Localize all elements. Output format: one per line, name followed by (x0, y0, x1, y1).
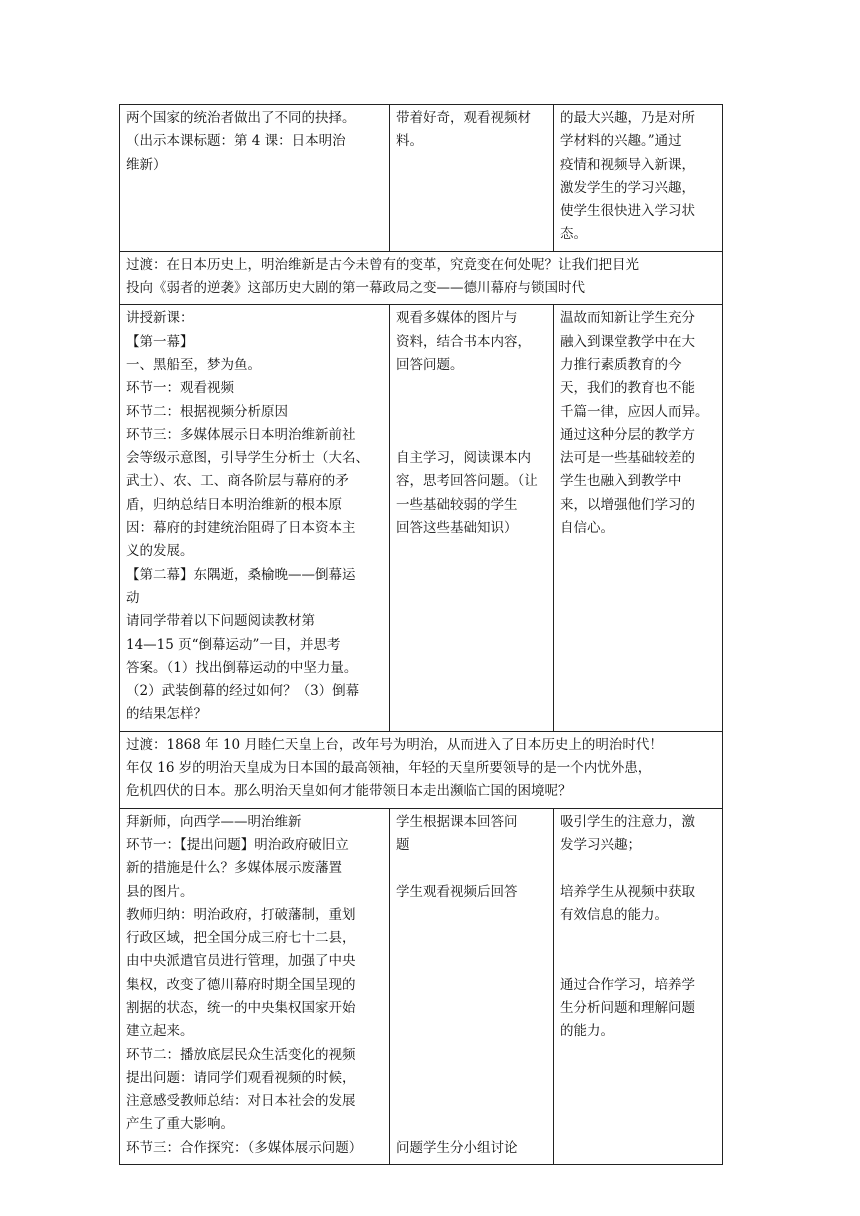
text-line: 答案。（1）找出倒幕运动的中坚力量。 (126, 659, 358, 676)
text-line: 因：幕府的封建统治阻碍了日本资本主 (126, 520, 356, 537)
text-line: 产生了重大影响。 (126, 1116, 234, 1133)
text-line: 请同学带着以下问题阅读教材第 (126, 613, 315, 630)
table-row (120, 731, 723, 808)
text-line: 态。 (560, 226, 587, 243)
text-line: （出示本课标题：第 4 课：日本明治 (126, 133, 346, 150)
text-line: 力推行素质教育的今 (560, 356, 682, 373)
transition-cell (120, 251, 723, 305)
table-row (120, 251, 723, 305)
text-line: 融入到课堂教学中在大 (560, 333, 695, 350)
text-line: 一些基础较弱的学生 (396, 496, 518, 513)
text-line: 温故而知新让学生充分 (560, 310, 695, 327)
text-line: 建立起来。 (126, 1023, 194, 1040)
text-line: 投向《弱者的逆袭》这部历史大剧的第一幕政局之变——德川幕府与锁国时代 (126, 280, 585, 297)
text-line: 年仅 16 岁的明治天皇成为日本国的最高领袖，年轻的天皇所要领导的是一个内忧外患， (126, 760, 652, 777)
text-line: 法可是一些基础较差的 (560, 450, 695, 467)
text-line: 环节一：观看视频 (126, 380, 234, 397)
text-line: 讲授新课： (126, 310, 194, 327)
text-line: 新的措施是什么？多媒体展示废藩置 (126, 860, 342, 877)
text-line: 容，思考回答问题。（让 (396, 473, 538, 490)
text-line: 的最大兴趣，乃是对所 (560, 110, 695, 126)
text-line: 带着好奇，观看视频材 (396, 110, 531, 126)
text-line: 的能力。 (560, 1023, 614, 1040)
text-line: 【第一幕】 (126, 333, 194, 350)
text-line: 义的发展。 (126, 543, 194, 560)
student-activity-cell (390, 808, 554, 1164)
text-line: 的结果怎样？ (126, 706, 207, 723)
lesson-plan-table (119, 104, 723, 1165)
text-line: 县的图片。 (126, 883, 194, 900)
text-line: 过渡：在日本历史上，明治维新是古今未曾有的变革，究竟变在何处呢？让我们把目光 (126, 256, 639, 273)
text-line: 环节一：【提出问题】明治政府破旧立 (126, 836, 349, 853)
text-line: 环节二：根据视频分析原因 (126, 403, 288, 420)
text-line: 危机四伏的日本。那么明治天皇如何才能带领日本走出濒临亡国的困境呢？ (126, 783, 572, 800)
text-line: 会等级示意图，引导学生分析士（大名、 (126, 450, 369, 467)
text-line: 过渡：1868 年 10 月睦仁天皇上台，改年号为明治，从而进入了日本历史上的明治时代！ (126, 736, 663, 753)
text-line: 学生根据课本回答问 (396, 813, 518, 830)
text-line: 提出问题：请同学们观看视频的时候， (126, 1069, 356, 1086)
student-activity-cell (390, 105, 554, 252)
text-line: 由中央派遣官员进行管理，加强了中央 (126, 953, 356, 970)
text-line: 来，以增强他们学习的 (560, 496, 695, 513)
table-row (120, 305, 723, 731)
design-purpose-cell (554, 305, 723, 731)
text-line: 学生观看视频后回答 (396, 883, 518, 900)
text-line: 学材料的兴趣。”通过 (560, 133, 682, 150)
text-line: 使学生很快进入学习状 (560, 203, 695, 220)
text-line: 【第二幕】东隅逝，桑榆晚——倒幕运 (126, 566, 356, 583)
text-line: 天，我们的教育也不能 (560, 380, 695, 397)
text-line: 回答这些基础知识） (396, 520, 518, 537)
text-line: 吸引学生的注意力，激 (560, 813, 695, 830)
text-line: 一、黑船至，梦为鱼。 (126, 356, 261, 373)
text-line: 环节三：多媒体展示日本明治维新前社 (126, 426, 356, 443)
text-line: 教师归纳：明治政府，打破藩制，重划 (126, 906, 356, 923)
text-line: 问题学生分小组讨论 (396, 1139, 518, 1156)
text-line: 自信心。 (560, 520, 614, 537)
text-line: 有效信息的能力。 (560, 906, 668, 923)
design-purpose-cell (554, 808, 723, 1164)
text-line: 两个国家的统治者做出了不同的抉择。 (126, 110, 356, 126)
text-line: 维新） (126, 156, 167, 173)
teacher-activity-cell (120, 105, 390, 252)
text-line: 生分析问题和理解问题 (560, 999, 695, 1016)
text-line: 疫情和视频导入新课， (560, 156, 695, 173)
table-row (120, 808, 723, 1164)
text-line: 培养学生从视频中获取 (560, 883, 695, 900)
text-line: 行政区域，把全国分成三府七十二县， (126, 930, 356, 947)
table-row (120, 105, 723, 252)
text-line: 学生也融入到教学中 (560, 473, 682, 490)
design-purpose-cell (554, 105, 723, 252)
text-line: 盾，归纳总结日本明治维新的根本原 (126, 496, 342, 513)
text-line: 注意感受教师总结：对日本社会的发展 (126, 1093, 356, 1110)
text-line: 集权，改变了德川幕府时期全国呈现的 (126, 976, 356, 993)
text-line: 回答问题。 (396, 356, 464, 373)
teacher-activity-cell (120, 808, 390, 1164)
text-line: 通过这种分层的教学方 (560, 426, 695, 443)
text-line: 观看多媒体的图片与 (396, 310, 518, 327)
text-line: 武士）、农、工、商各阶层与幕府的矛 (126, 473, 349, 490)
text-line: 题 (396, 836, 410, 853)
transition-cell (120, 731, 723, 808)
text-line: 环节三：合作探究：（多媒体展示问题） (126, 1139, 363, 1156)
text-line: 料。 (396, 133, 423, 150)
text-line: （2）武装倒幕的经过如何？（3）倒幕 (126, 683, 360, 700)
teacher-activity-cell (120, 305, 390, 731)
text-line: 发学习兴趣； (560, 836, 641, 853)
text-line: 千篇一律，应因人而异。 (560, 403, 709, 420)
student-activity-cell (390, 305, 554, 731)
text-line: 环节二：播放底层民众生活变化的视频 (126, 1046, 356, 1063)
text-line: 资料，结合书本内容， (396, 333, 531, 350)
text-line: 割据的状态，统一的中央集权国家开始 (126, 999, 356, 1016)
text-line: 拜新师，向西学——明治维新 (126, 813, 302, 830)
text-line: 通过合作学习，培养学 (560, 976, 695, 993)
text-line: 14—15 页“倒幕运动”一目，并思考 (126, 636, 341, 653)
text-line: 激发学生的学习兴趣， (560, 179, 695, 196)
text-line: 动 (126, 589, 140, 606)
text-line: 自主学习，阅读课本内 (396, 450, 531, 467)
